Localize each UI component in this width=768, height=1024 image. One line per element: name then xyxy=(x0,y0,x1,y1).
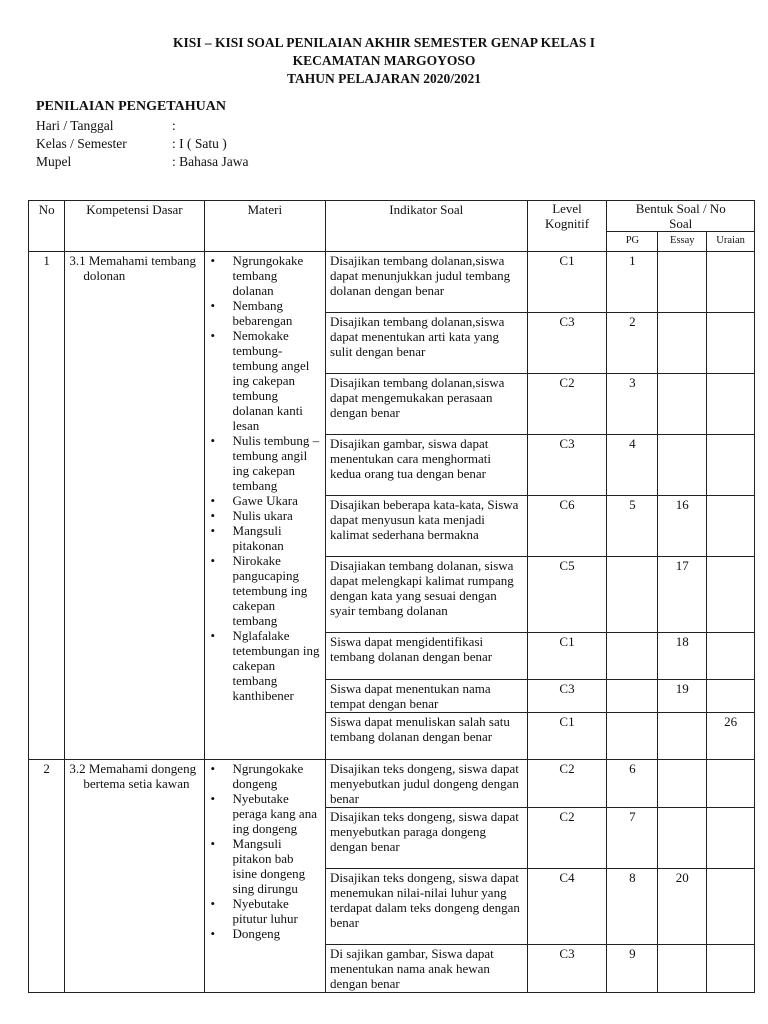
essay-number-cell xyxy=(658,808,707,869)
table-row xyxy=(29,760,755,808)
field-label: Kelas / Semester xyxy=(36,136,127,151)
pg-number-cell xyxy=(607,557,658,633)
materi-cell xyxy=(204,760,326,993)
field-label: Hari / Tanggal xyxy=(36,118,114,133)
pg-number-cell xyxy=(607,713,658,760)
level-kognitif-cell: C1 xyxy=(527,252,607,313)
level-kognitif-cell: C2 xyxy=(527,760,607,808)
kompetensi-dasar-text: 3.1 Memahami tembang dolonan xyxy=(69,253,197,283)
indikator-soal-cell: Disajikan tembang dolanan,siswa dapat mengemukakan perasaan dengan benar xyxy=(326,374,527,435)
level-kognitif-cell: C1 xyxy=(527,713,607,760)
field-mupel xyxy=(36,153,248,171)
row-number: 2 xyxy=(29,760,65,993)
materi-item: • Gawe Ukara xyxy=(209,493,322,508)
level-kognitif-cell: C5 xyxy=(527,557,607,633)
materi-list xyxy=(209,761,322,941)
uraian-number-cell xyxy=(707,680,755,713)
materi-item: • Nyebutake peraga kang ana ing dongeng xyxy=(209,791,322,836)
indikator-soal-cell: Di sajikan gambar, Siswa dapat menentukan nama anak hewan dengan benar xyxy=(326,945,527,993)
essay-number-cell: 19 xyxy=(658,680,707,713)
header-pg: PG xyxy=(607,232,658,252)
level-kognitif-cell: C3 xyxy=(527,313,607,374)
header-level-kognitif: Level Kognitif xyxy=(527,201,607,252)
essay-number-cell xyxy=(658,760,707,808)
indikator-soal-cell: Disajiakan tembang dolanan, siswa dapat melengkapi kalimat rumpang dengan kata yang sesuai dengan syair tembang dolanan xyxy=(326,557,527,633)
pg-number-cell: 7 xyxy=(607,808,658,869)
essay-number-cell xyxy=(658,713,707,760)
materi-item: • Nulis ukara xyxy=(209,508,322,523)
field-value: : I ( Satu ) xyxy=(172,136,227,151)
pg-number-cell: 4 xyxy=(607,435,658,496)
materi-item: • Dongeng xyxy=(209,926,322,941)
pg-number-cell: 6 xyxy=(607,760,658,808)
field-hari-tanggal xyxy=(36,117,176,135)
essay-number-cell: 17 xyxy=(658,557,707,633)
uraian-number-cell xyxy=(707,252,755,313)
uraian-number-cell xyxy=(707,557,755,633)
indikator-soal-cell: Disajikan teks dongeng, siswa dapat menemukan nilai-nilai luhur yang terdapat dalam teks dongeng dengan benar xyxy=(326,869,527,945)
essay-number-cell: 16 xyxy=(658,496,707,557)
pg-number-cell xyxy=(607,680,658,713)
indikator-soal-cell: Disajikan tembang dolanan,siswa dapat menunjukkan judul tembang dolanan dengan benar xyxy=(326,252,527,313)
level-kognitif-cell: C2 xyxy=(527,374,607,435)
row-number: 1 xyxy=(29,252,65,760)
materi-item: • Nirokake pangucaping tetembung ing cakepan tembang xyxy=(209,553,322,628)
indikator-soal-cell: Siswa dapat menentukan nama tempat dengan benar xyxy=(326,680,527,713)
materi-item: • Nglafalake tetembungan ing cakepan tembang kanthibener xyxy=(209,628,322,703)
level-kognitif-cell: C2 xyxy=(527,808,607,869)
indikator-soal-cell: Disajikan tembang dolanan,siswa dapat menentukan arti kata yang sulit dengan benar xyxy=(326,313,527,374)
kompetensi-dasar-text: 3.2 Memahami dongeng bertema setia kawan xyxy=(69,761,197,791)
materi-list xyxy=(209,253,322,703)
level-kognitif-cell: C6 xyxy=(527,496,607,557)
level-kognitif-cell: C4 xyxy=(527,869,607,945)
level-kognitif-cell: C3 xyxy=(527,435,607,496)
field-kelas-semester xyxy=(36,135,227,153)
uraian-number-cell xyxy=(707,945,755,993)
uraian-number-cell xyxy=(707,808,755,869)
essay-number-cell xyxy=(658,435,707,496)
field-label: Mupel xyxy=(36,154,72,169)
header-no: No xyxy=(29,201,65,252)
essay-number-cell xyxy=(658,252,707,313)
uraian-number-cell xyxy=(707,374,755,435)
level-kognitif-cell: C3 xyxy=(527,945,607,993)
materi-item: • Nyebutake pitutur luhur xyxy=(209,896,322,926)
kisi-kisi-table xyxy=(28,200,755,993)
level-kognitif-cell: C3 xyxy=(527,680,607,713)
field-value: : xyxy=(172,118,176,133)
header-essay: Essay xyxy=(658,232,707,252)
pg-number-cell xyxy=(607,633,658,680)
materi-item: • Nemokake tembung- tembung angel ing cakepan tembung dolanan kanti lesan xyxy=(209,328,322,433)
materi-item: • Ngrungokake dongeng xyxy=(209,761,322,791)
header-materi: Materi xyxy=(204,201,326,252)
uraian-number-cell xyxy=(707,869,755,945)
pg-number-cell: 8 xyxy=(607,869,658,945)
pg-number-cell: 2 xyxy=(607,313,658,374)
materi-item: • Mangsuli pitakonan xyxy=(209,523,322,553)
field-value: : Bahasa Jawa xyxy=(172,154,249,169)
document-title-line-2: KECAMATAN MARGOYOSO xyxy=(292,53,476,68)
pg-number-cell: 9 xyxy=(607,945,658,993)
essay-number-cell: 20 xyxy=(658,869,707,945)
pg-number-cell: 5 xyxy=(607,496,658,557)
uraian-number-cell xyxy=(707,633,755,680)
materi-cell xyxy=(204,252,326,760)
indikator-soal-cell: Disajikan teks dongeng, siswa dapat menyebutkan paraga dongeng dengan benar xyxy=(326,808,527,869)
essay-number-cell: 18 xyxy=(658,633,707,680)
essay-number-cell xyxy=(658,945,707,993)
document-title-line-3: TAHUN PELAJARAN 2020/2021 xyxy=(286,71,481,86)
uraian-number-cell xyxy=(707,313,755,374)
uraian-number-cell xyxy=(707,496,755,557)
materi-item: • Mangsuli pitakon bab isine dongeng sing dirungu xyxy=(209,836,322,896)
pg-number-cell: 3 xyxy=(607,374,658,435)
uraian-number-cell: 26 xyxy=(707,713,755,760)
indikator-soal-cell: Disajikan gambar, siswa dapat menentukan cara menghormati kedua orang tua dengan benar xyxy=(326,435,527,496)
document-title-line-1: KISI – KISI SOAL PENILAIAN AKHIR SEMESTER GENAP KELAS I xyxy=(173,35,595,50)
indikator-soal-cell: Siswa dapat mengidentifikasi tembang dolanan dengan benar xyxy=(326,633,527,680)
kompetensi-dasar-cell xyxy=(65,760,204,993)
header-bentuk-soal: Bentuk Soal / No Soal xyxy=(607,201,755,232)
kompetensi-dasar-cell xyxy=(65,252,204,760)
header-kompetensi-dasar: Kompetensi Dasar xyxy=(65,201,204,252)
materi-item: • Nembang bebarengan xyxy=(209,298,322,328)
uraian-number-cell xyxy=(707,760,755,808)
header-indikator-soal: Indikator Soal xyxy=(326,201,527,252)
table-row xyxy=(29,252,755,313)
essay-number-cell xyxy=(658,313,707,374)
indikator-soal-cell: Disajikan teks dongeng, siswa dapat menyebutkan judul dongeng dengan benar xyxy=(326,760,527,808)
materi-item: • Ngrungokake tembang dolanan xyxy=(209,253,322,298)
materi-item: • Nulis tembung – tembung angil ing cakepan tembang xyxy=(209,433,322,493)
table-body xyxy=(29,252,755,993)
pg-number-cell: 1 xyxy=(607,252,658,313)
level-kognitif-cell: C1 xyxy=(527,633,607,680)
section-heading: PENILAIAN PENGETAHUAN xyxy=(36,99,226,114)
essay-number-cell xyxy=(658,374,707,435)
indikator-soal-cell: Siswa dapat menuliskan salah satu tembang dolanan dengan benar xyxy=(326,713,527,760)
uraian-number-cell xyxy=(707,435,755,496)
header-uraian: Uraian xyxy=(707,232,755,252)
indikator-soal-cell: Disajikan beberapa kata-kata, Siswa dapat menyusun kata menjadi kalimat sederhana bermakna xyxy=(326,496,527,557)
